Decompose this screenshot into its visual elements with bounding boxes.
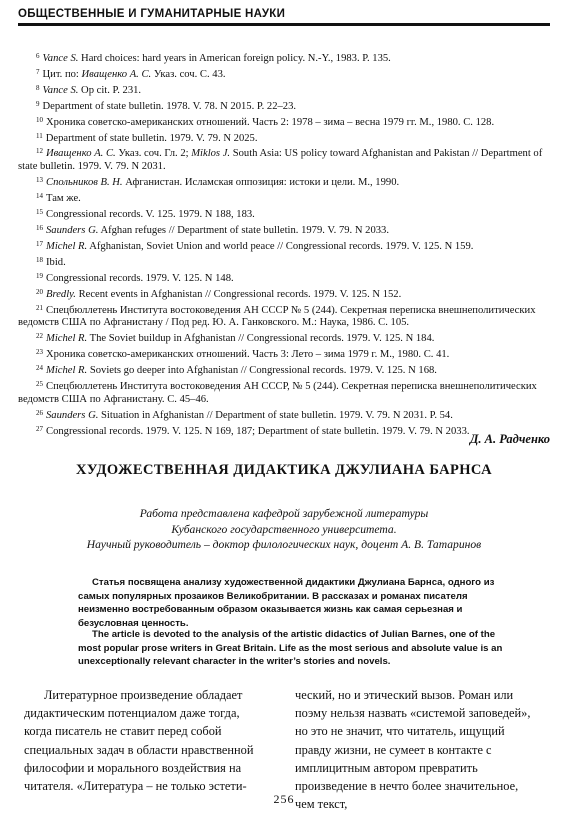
footnote-item [18,254,550,270]
abstract-english: The article is devoted to the analysis of the artistic didactics of Julian Barnes, one of the most popular prose writers in Great Britain. Life as the most serious and absolute value is an unexceptionally relevant character in the writer’s stories and novels. [78,629,503,668]
footnote-text: Congressional records. 1979. V. 125. N 169, 187; Department of state bulletin. 1979. V. 79. N 2033. [46,425,470,437]
article-author: Д. А. Радченко [469,432,550,446]
footnote-item [18,82,550,98]
footnote-item [18,145,550,174]
footnote-item [18,130,550,146]
footnote-number: 22 [36,332,43,341]
footnote-number: 25 [36,380,43,389]
footnote-item [18,270,550,286]
footnote-text: Там же. [46,193,81,205]
footnote-number: 8 [36,83,40,92]
footnote-item [18,66,550,82]
footnote-author: Michel R. [46,365,88,377]
footnote-text: Спецбюллетень Института востоковедения АН СССР № 5 (244). Секретная переписка внешнеполитических ведомств США по Афганистану / Под ред. Ю. А. Ганковского. М.: Наука, 1986. С. 105. [18,304,536,329]
footnote-number: 18 [36,255,43,264]
footnote-text: Afghanistan, Soviet Union and world peace // Congressional records. 1979. V. 125. N 159. [87,240,474,252]
affiliation-line: Работа представлена кафедрой зарубежной литературы [139,507,429,520]
footnote-author: Michel R. [46,240,88,252]
footnote-references [18,50,550,439]
footnote-number: 7 [36,67,40,76]
footnote-item [18,346,550,362]
footnote-number: 13 [36,176,43,185]
article-affiliation [18,506,550,553]
footnote-text: The Soviet buildup in Afghanistan // Congressional records. 1979. V. 125. N 184. [87,333,435,345]
footnote-text: Хроника советско-американских отношений. Часть 3: Лето – зима 1979 г. М., 1980. С. 41. [46,349,450,361]
footnote-text: Цит. по: [42,68,82,80]
footnote-text: Указ. соч. С. 43. [151,68,226,80]
body-paragraph: Литературное произведение обладает дидактическим потенциалом даже тогда, когда писатель не ставит перед собой специальных задач в области нравственной философии и морального воздействия на читателя. «Литература – не только эстети- [24,688,254,794]
footnote-text: Op cit. P. 231. [78,84,142,96]
header-rule [18,23,550,26]
footnote-item [18,286,550,302]
footnote-text: Указ. соч. Гл. 2; [115,148,192,160]
footnote-text: Hard choices: hard years in American foreign policy. N.-Y., 1983. P. 135. [78,53,391,64]
footnote-number: 15 [36,208,43,217]
body-paragraph: ческий, но и этический вызов. Роман или поэму нельзя назвать «системой заповедей», но это не значит, что читатель, ищущий правду жизни, не сумеет в контакте с имплицитным автором превратить произведение в нечто более значительное, чем текст, [295,688,531,812]
footnote-number: 16 [36,223,43,232]
footnote-text: Afghan refuges // Department of state bulletin. 1979. V. 79. N 2033. [98,224,389,236]
footnote-item [18,206,550,222]
footnote-item [18,378,550,407]
footnote-author: Иващенко А. С. [46,148,116,160]
footnote-number: 27 [36,424,43,433]
footnote-author: Bredly. [46,288,76,300]
footnote-item [18,50,550,66]
footnote-number: 20 [36,287,43,296]
page-number: 256 [273,792,295,806]
abstract-russian: Статья посвящена анализу художественной дидактики Джулиана Барнса, одного из самых популярных прозаиков Великобритании. В рассказах и романах писателя неизменно востребованным образом оказывается жизнь как самая серьезная и безусловная ценность. [78,577,495,629]
footnote-item [18,362,550,378]
journal-section-title: ОБЩЕСТВЕННЫЕ И ГУМАНИТАРНЫЕ НАУКИ [18,8,286,20]
footnote-author: Vance S. [42,84,79,96]
footnote-item [18,114,550,130]
footnote-number: 17 [36,239,43,248]
affiliation-line: Кубанского государственного университета. [171,522,397,536]
footnote-text: Situation in Afghanistan // Department of state bulletin. 1979. V. 79. N 2031. P. 54. [98,409,453,421]
running-header [18,8,550,26]
footnote-author: Иващенко А. С. [81,68,152,80]
footnote-number: 11 [36,131,43,140]
footnote-number: 12 [36,147,43,156]
footnote-author: Saunders G. [46,409,99,421]
footnote-text: Department of state bulletin. 1979. V. 79. N 2025. [45,132,258,144]
footnote-item [18,222,550,238]
footnote-text: South Asia: US policy toward Afghanistan and Pakistan // Department of state bulletin. 1979. V. 79. N 2031. [18,148,543,173]
footnote-text: Хроника советско-американских отношений. Часть 2: 1978 – зима – весна 1979 гг. М., 1980. С. 128. [46,116,495,128]
footnote-text: Soviets go deeper into Afghanistan // Congressional records. 1979. V. 125. N 168. [87,365,437,377]
footnote-number: 21 [36,303,43,312]
footnote-number: 10 [36,115,43,124]
article-title: ХУДОЖЕСТВЕННАЯ ДИДАКТИКА ДЖУЛИАНА БАРНСА [76,462,492,478]
footnote-item [18,238,550,254]
footnote-number: 26 [36,408,43,417]
footnote-text: Congressional records. V. 125. 1979. N 188, 183. [46,209,255,221]
footnote-text: Department of state bulletin. 1978. V. 78. N 2015. P. 22–23. [42,100,297,112]
footnote-text: Ibid. [46,256,66,268]
footnote-number: 6 [36,52,40,60]
footnote-item [18,98,550,114]
footnote-text: Recent events in Afghanistan // Congressional records. 1979. V. 125. N 152. [75,288,402,300]
body-column-left [24,686,268,795]
footnote-text: Афганистан. Исламская оппозиция: истоки и цели. М., 1990. [122,177,400,189]
footnote-author: Vance S. [42,53,79,64]
footnote-item [18,330,550,346]
footnote-number: 23 [36,348,43,357]
footnote-author: Miklos J. [191,148,231,160]
footnote-item [18,302,550,331]
affiliation-line: Научный руководитель – доктор филологических наук, доцент А. В. Татаринов [86,538,482,551]
footnote-item [18,174,550,190]
footnote-item [18,190,550,206]
footnote-text: Congressional records. 1979. V. 125. N 148. [46,272,234,284]
footnote-item [18,407,550,423]
footnote-author: Спольников В. Н. [46,177,123,189]
footnote-number: 24 [36,364,43,373]
footnote-number: 14 [36,192,43,201]
footnote-author: Saunders G. [46,224,99,236]
footnote-author: Michel R. [46,333,88,345]
footnote-number: 9 [36,99,40,108]
footnote-number: 19 [36,271,43,280]
footnote-text: Спецбюллетень Института востоковедения АН СССР, № 5 (244). Секретная переписка внешнеполитических ведомств США по Афганистану. С. 45–46. [18,381,537,405]
